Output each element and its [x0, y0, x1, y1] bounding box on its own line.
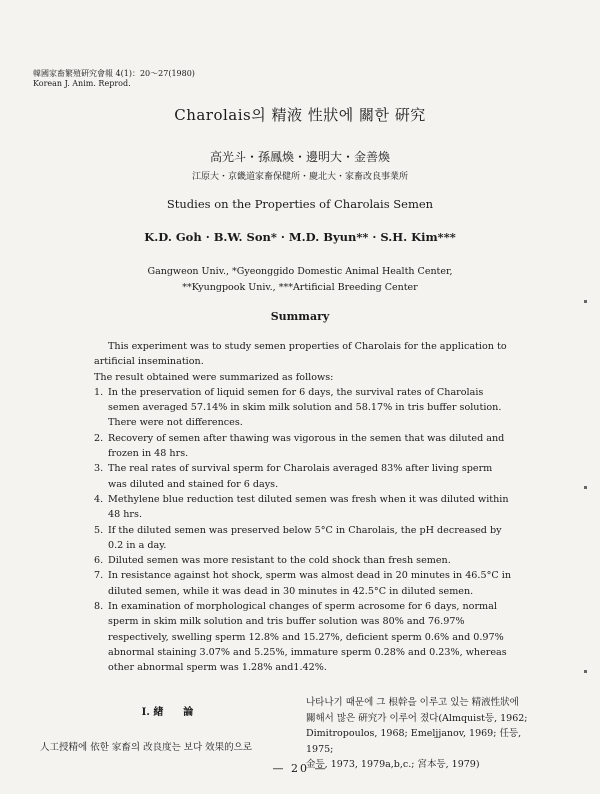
item-text: If the diluted semen was preserved below 5°C in Charolais, the pH decreased by 0.2 in a day. [108, 524, 502, 551]
item-number: 1. [94, 386, 104, 398]
summary-lead: The result obtained were summarized as follows: [94, 371, 334, 383]
title-korean: Charolais의 精液 性狀에 關한 硏究 [174, 106, 426, 124]
affiliations-english [0, 264, 600, 296]
scan-speck [584, 300, 587, 303]
introduction-line: 關해서 많은 硏究가 이루어 졌다(Almquist등, 1962; [306, 712, 528, 724]
item-number: 8. [94, 601, 104, 613]
list-item [94, 492, 514, 523]
item-text: In the preservation of liquid semen for 6 days, the survival rates of Charolais semen averaged 57.14% in skim milk solution and 58.17% in tris buffer solution. There were not differences. [108, 386, 502, 429]
authors-english: K.D. Goh · B.W. Son* · M.D. Byun** · S.H. Kim*** [144, 230, 456, 244]
item-text: The real rates of survival sperm for Charolais averaged 83% after living sperm was diluted and stained for 6 days. [108, 463, 493, 490]
item-text: In examination of morphological changes of sperm acrosome for 6 days, normal sperm in skim milk solution and tris buffer solution was 80% and 76.97% respectively, swelling sperm 12.8% and 15.27%, deficient sperm 0.6% and 0.97% abnormal staining 3.07% and 5.25%, immature sperm 0.28% and 0.23%, whereas other abnormal sperm was 1.28% and1.42%. [108, 601, 507, 674]
journal-citation [33, 69, 195, 89]
introduction-left-column [40, 703, 285, 753]
item-number: 5. [94, 524, 104, 536]
authors-korean: 高光斗・孫鳳煥・邊明大・金善煥 [209, 150, 390, 164]
item-text: In resistance against hot shock, sperm was almost dead in 20 minutes in 46.5°C in diluted semen, while it was dead in 30 minutes in 42.5°C in diluted semen. [108, 570, 512, 597]
item-number: 2. [94, 432, 104, 444]
scan-speck [584, 670, 587, 673]
item-number: 3. [94, 463, 104, 475]
journal-line-en: Korean J. Anim. Reprod. [33, 79, 131, 88]
list-item [94, 461, 514, 492]
list-item [94, 553, 514, 568]
affiliation-line-1: Gangweon Univ., *Gyeonggido Domestic Animal Health Center, [147, 266, 453, 277]
list-item [94, 385, 514, 431]
item-text: Methylene blue reduction test diluted semen was fresh when it was diluted within 48 hrs. [108, 493, 509, 521]
journal-line-ko: 韓國家畜繁殖硏究會報 4(1)：20～27(1980) [33, 69, 195, 78]
introduction-line: 金등, 1973, 1979a,b,c.; 宮本등, 1979) [306, 759, 480, 770]
item-number: 4. [94, 493, 104, 505]
list-item [94, 568, 514, 599]
list-item [94, 599, 514, 675]
item-number: 7. [94, 570, 104, 582]
section-heading: I. 緖 論 [141, 707, 194, 718]
introduction-line: Dimitropoulos, 1968; Emeljjanov, 1969; 任등, 1975; [306, 728, 522, 755]
introduction-line: 나타나기 때문에 그 根幹을 이루고 있는 精液性狀에 [306, 697, 519, 708]
item-number: 6. [94, 555, 104, 567]
list-item [94, 431, 514, 462]
affiliations-korean: 江原大・京畿道家畜保健所・慶北大・家畜改良事業所 [191, 172, 408, 182]
summary-body [94, 339, 514, 676]
list-item [94, 523, 514, 554]
affiliation-line-2: **Kyungpook Univ., ***Artificial Breeding Center [182, 282, 418, 293]
results-list [94, 385, 514, 676]
item-text: Diluted semen was more resistant to the cold shock than fresh semen. [108, 555, 451, 567]
page-number: — 20 — [272, 762, 328, 775]
scan-speck [584, 486, 587, 489]
introduction-text-left: 人工授精에 依한 家畜의 改良度는 보다 效果的으로 [40, 742, 253, 753]
title-english: Studies on the Properties of Charolais Semen [166, 197, 434, 211]
introduction-right-column [306, 695, 546, 773]
item-text: Recovery of semen after thawing was vigorous in the semen that was diluted and frozen in 48 hrs. [108, 432, 505, 460]
summary-intro: This experiment was to study semen properties of Charolais for the application to artificial insemination. [94, 341, 507, 368]
summary-heading: Summary [270, 310, 330, 323]
